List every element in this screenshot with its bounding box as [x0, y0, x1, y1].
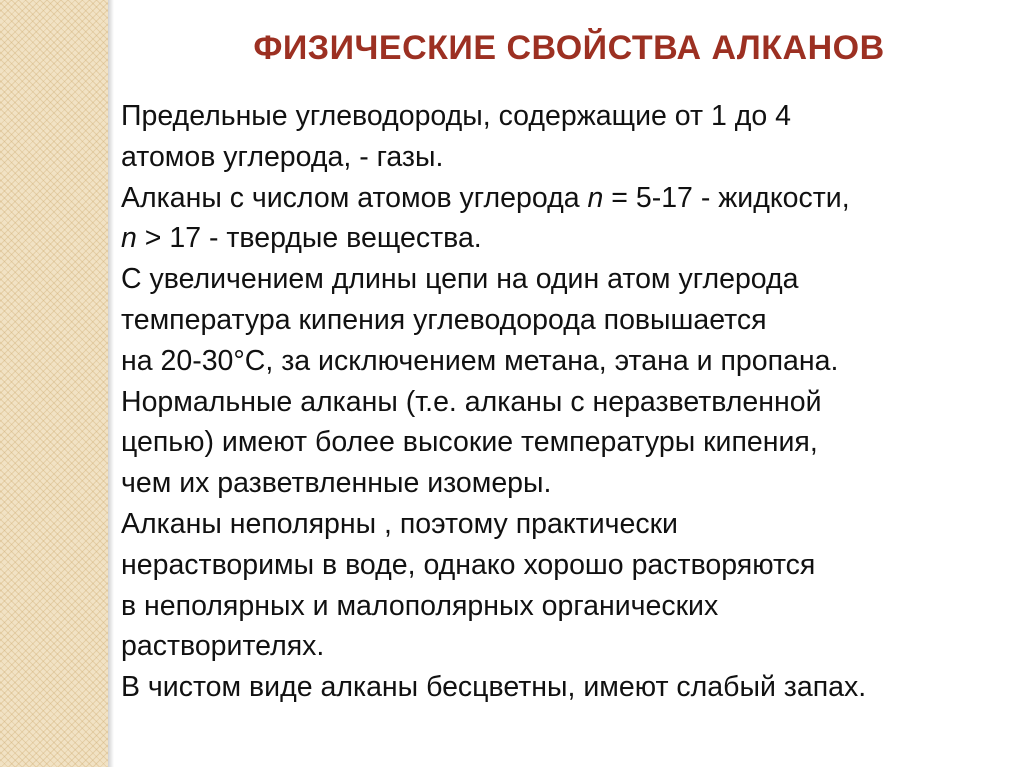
body-line: атомов углерода, - газы.: [121, 140, 444, 173]
body-line: [121, 178, 866, 219]
body-line: Предельные углеводороды, содержащие от 1 до 4: [121, 100, 792, 132]
body-line-text: Алканы с числом атомов углерода: [121, 181, 588, 214]
body-line: температура кипения углеводорода повышается: [121, 303, 767, 336]
body-line-text: > 17 - твердые вещества.: [136, 222, 482, 255]
body-line: [121, 218, 866, 259]
body-line: Нормальные алканы (т.е. алканы с неразветвленной: [121, 385, 822, 418]
body-line: В чистом виде алканы бесцветны, имеют слабый запах.: [121, 671, 867, 704]
body-line: на 20-30°С, за исключением метана, этана и пропана.: [121, 344, 839, 377]
variable-n: n: [587, 181, 604, 214]
body-line-text: = 5-17 - жидкости,: [603, 181, 850, 214]
body-line: С увеличением длины цепи на один атом углерода: [121, 263, 799, 296]
body-line: растворителях.: [121, 630, 325, 663]
body-line: цепью) имеют более высокие температуры кипения,: [121, 426, 818, 459]
body-line: нерастворимы в воде, однако хорошо растворяются: [121, 548, 816, 581]
body-line: Алканы неполярны , поэтому практически: [121, 507, 678, 540]
decorative-side-strip: [0, 0, 108, 767]
slide-body: [121, 96, 866, 708]
body-line: в неполярных и малополярных органических: [121, 589, 719, 622]
variable-n: n: [121, 222, 137, 255]
slide-title: ФИЗИЧЕСКИЕ СВОЙСТВА АЛКАНОВ: [253, 29, 885, 67]
body-line: чем их разветвленные изомеры.: [121, 467, 552, 500]
side-strip-shadow: [108, 0, 114, 767]
